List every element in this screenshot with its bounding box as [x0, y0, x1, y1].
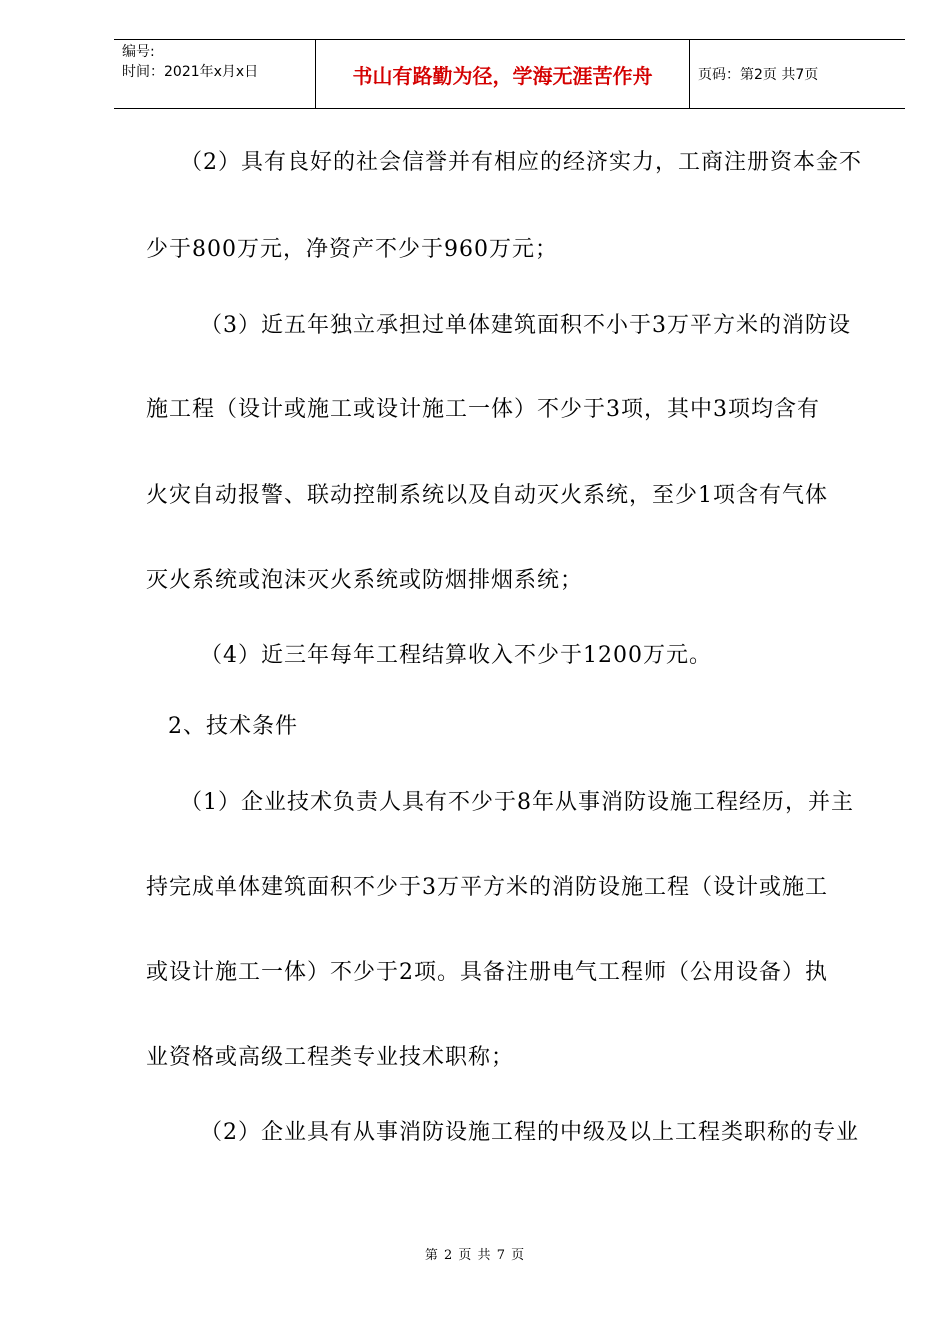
body-line: 少于800万元，净资产不少于960万元； [146, 237, 558, 262]
body-line: （1）企业技术负责人具有不少于8年从事消防设施工程经历，并主 [180, 790, 854, 815]
page-header [114, 39, 905, 109]
body-line: 或设计施工一体）不少于2项。具备注册电气工程师（公用设备）执 [146, 960, 828, 985]
body-line: （4）近三年每年工程结算收入不少于1200万元。 [200, 643, 712, 668]
body-line: 火灾自动报警、联动控制系统以及自动灭火系统，至少1项含有气体 [146, 483, 828, 508]
body-line: 灭火系统或泡沫灭火系统或防烟排烟系统； [146, 568, 584, 593]
document-time-label: 时间：2021年x月x日 [122, 64, 259, 80]
body-line: 施工程（设计或施工或设计施工一体）不少于3项，其中3项均含有 [146, 397, 820, 422]
body-line: （2）企业具有从事消防设施工程的中级及以上工程类职称的专业 [200, 1120, 859, 1145]
section-heading: 2、技术条件 [168, 714, 298, 739]
document-number-label: 编号: [122, 44, 155, 60]
header-meta-cell [114, 40, 316, 108]
header-page-info: 页码：第2页 共7页 [698, 67, 819, 83]
body-line: （2）具有良好的社会信誉并有相应的经济实力，工商注册资本金不 [180, 150, 862, 175]
header-motto: 书山有路勤为径，学海无涯苦作舟 [316, 40, 690, 108]
body-line: 业资格或高级工程类专业技术职称； [146, 1045, 515, 1070]
body-line: 持完成单体建筑面积不少于3万平方米的消防设施工程（设计或施工 [146, 875, 828, 900]
page-footer: 第 2 页 共 7 页 [424, 1248, 526, 1263]
body-line: （3）近五年独立承担过单体建筑面积不小于3万平方米的消防设 [200, 313, 851, 338]
